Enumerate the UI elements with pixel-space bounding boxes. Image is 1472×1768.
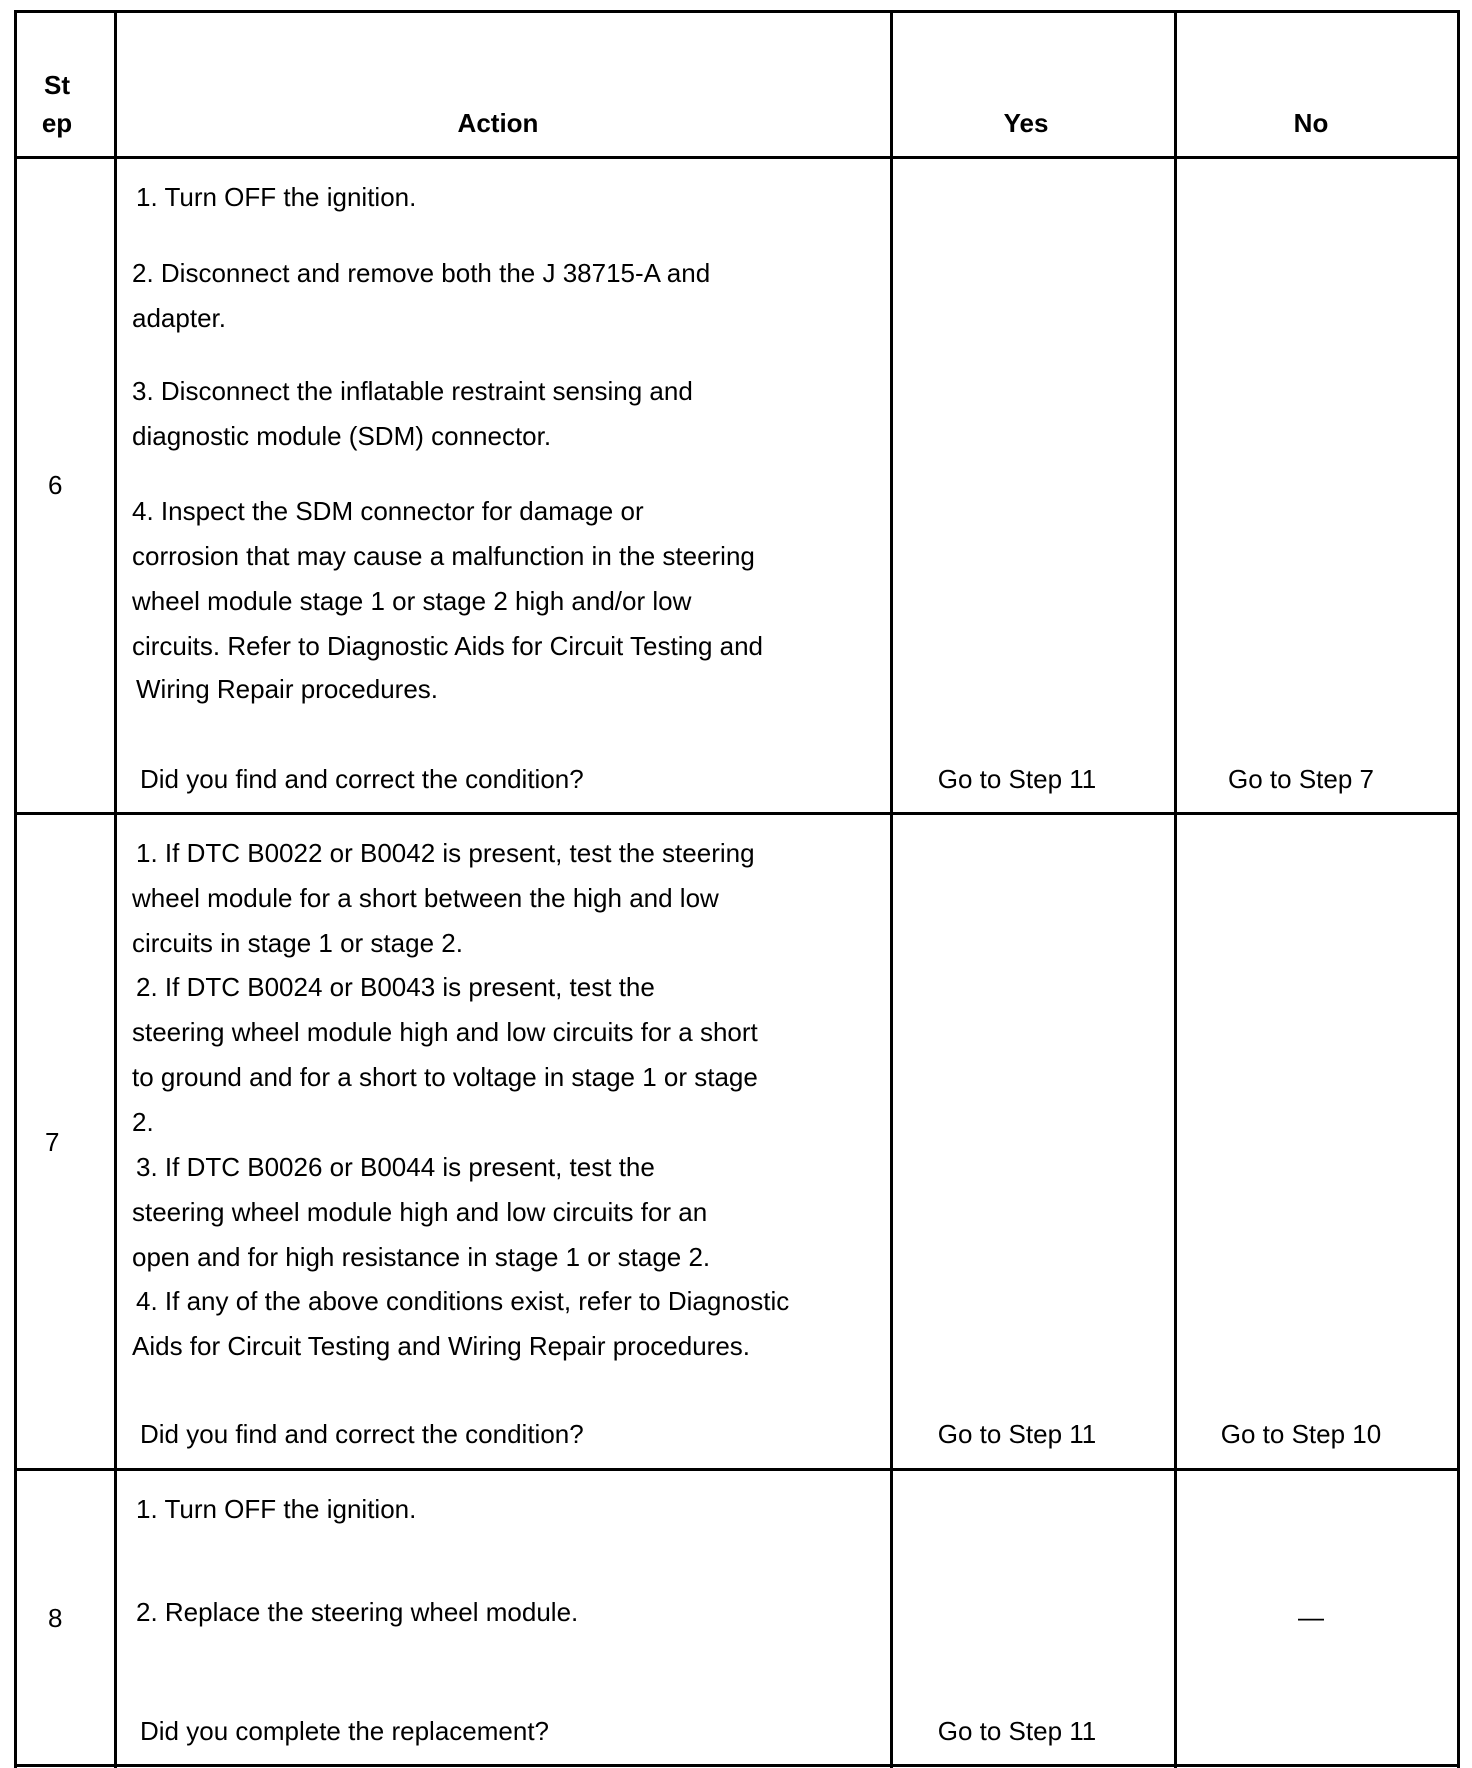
yes-result: Go to Step 11 bbox=[937, 1419, 1097, 1449]
step-number: 8 bbox=[48, 1603, 63, 1633]
table-border-bottom bbox=[14, 1764, 1460, 1767]
action-line: 1. Turn OFF the ignition. bbox=[136, 1494, 417, 1524]
header-no: No bbox=[1293, 108, 1329, 138]
header-step: St bbox=[44, 70, 70, 100]
action-line: 2. bbox=[132, 1107, 154, 1137]
action-line: adapter. bbox=[132, 303, 226, 333]
action-line: to ground and for a short to voltage in stage 1 or stage bbox=[132, 1062, 758, 1092]
action-line: diagnostic module (SDM) connector. bbox=[132, 421, 552, 451]
row-divider bbox=[14, 812, 1460, 815]
header-yes: Yes bbox=[1003, 108, 1049, 138]
action-line: circuits in stage 1 or stage 2. bbox=[132, 928, 463, 958]
action-question: Did you find and correct the condition? bbox=[140, 764, 584, 794]
no-result: Go to Step 10 bbox=[1220, 1419, 1382, 1449]
action-line: Wiring Repair procedures. bbox=[136, 674, 439, 704]
action-line: wheel module for a short between the high and low bbox=[132, 883, 719, 913]
action-line: 4. If any of the above conditions exist, refer to Diagnostic bbox=[136, 1286, 790, 1316]
header-step: ep bbox=[41, 108, 73, 138]
action-line: Aids for Circuit Testing and Wiring Repair procedures. bbox=[132, 1331, 751, 1361]
step-number: 6 bbox=[48, 470, 63, 500]
action-line: steering wheel module high and low circuits for an bbox=[132, 1197, 708, 1227]
action-line: wheel module stage 1 or stage 2 high and/or low bbox=[132, 586, 692, 616]
action-line: 4. Inspect the SDM connector for damage or bbox=[132, 496, 644, 526]
yes-result: Go to Step 11 bbox=[937, 764, 1097, 794]
column-divider bbox=[890, 10, 893, 1768]
action-question: Did you find and correct the condition? bbox=[140, 1419, 584, 1449]
action-line: 2. Replace the steering wheel module. bbox=[136, 1597, 579, 1627]
table-border-left bbox=[14, 10, 17, 1768]
no-result: Go to Step 7 bbox=[1228, 764, 1374, 794]
action-question: Did you complete the replacement? bbox=[140, 1716, 550, 1746]
header-divider bbox=[14, 156, 1460, 159]
yes-result: Go to Step 11 bbox=[937, 1716, 1097, 1746]
action-line: 3. If DTC B0026 or B0044 is present, test the bbox=[136, 1152, 655, 1182]
column-divider bbox=[114, 10, 117, 1768]
step-number: 7 bbox=[45, 1127, 60, 1157]
table-border-right bbox=[1457, 10, 1460, 1768]
action-line: 1. Turn OFF the ignition. bbox=[136, 182, 417, 212]
column-divider bbox=[1174, 10, 1177, 1768]
action-line: 1. If DTC B0022 or B0042 is present, test the steering bbox=[136, 838, 755, 868]
action-line: 2. If DTC B0024 or B0043 is present, test the bbox=[136, 972, 655, 1002]
action-line: 2. Disconnect and remove both the J 38715-A and bbox=[132, 258, 711, 288]
table-border-top bbox=[14, 10, 1460, 13]
action-line: corrosion that may cause a malfunction in the steering bbox=[132, 541, 755, 571]
header-action: Action bbox=[457, 108, 539, 138]
action-line: 3. Disconnect the inflatable restraint sensing and bbox=[132, 376, 693, 406]
no-result: — bbox=[1298, 1602, 1324, 1632]
action-line: circuits. Refer to Diagnostic Aids for Circuit Testing and bbox=[132, 631, 764, 661]
row-divider bbox=[14, 1468, 1460, 1471]
action-line: steering wheel module high and low circuits for a short bbox=[132, 1017, 758, 1047]
action-line: open and for high resistance in stage 1 or stage 2. bbox=[132, 1242, 711, 1272]
